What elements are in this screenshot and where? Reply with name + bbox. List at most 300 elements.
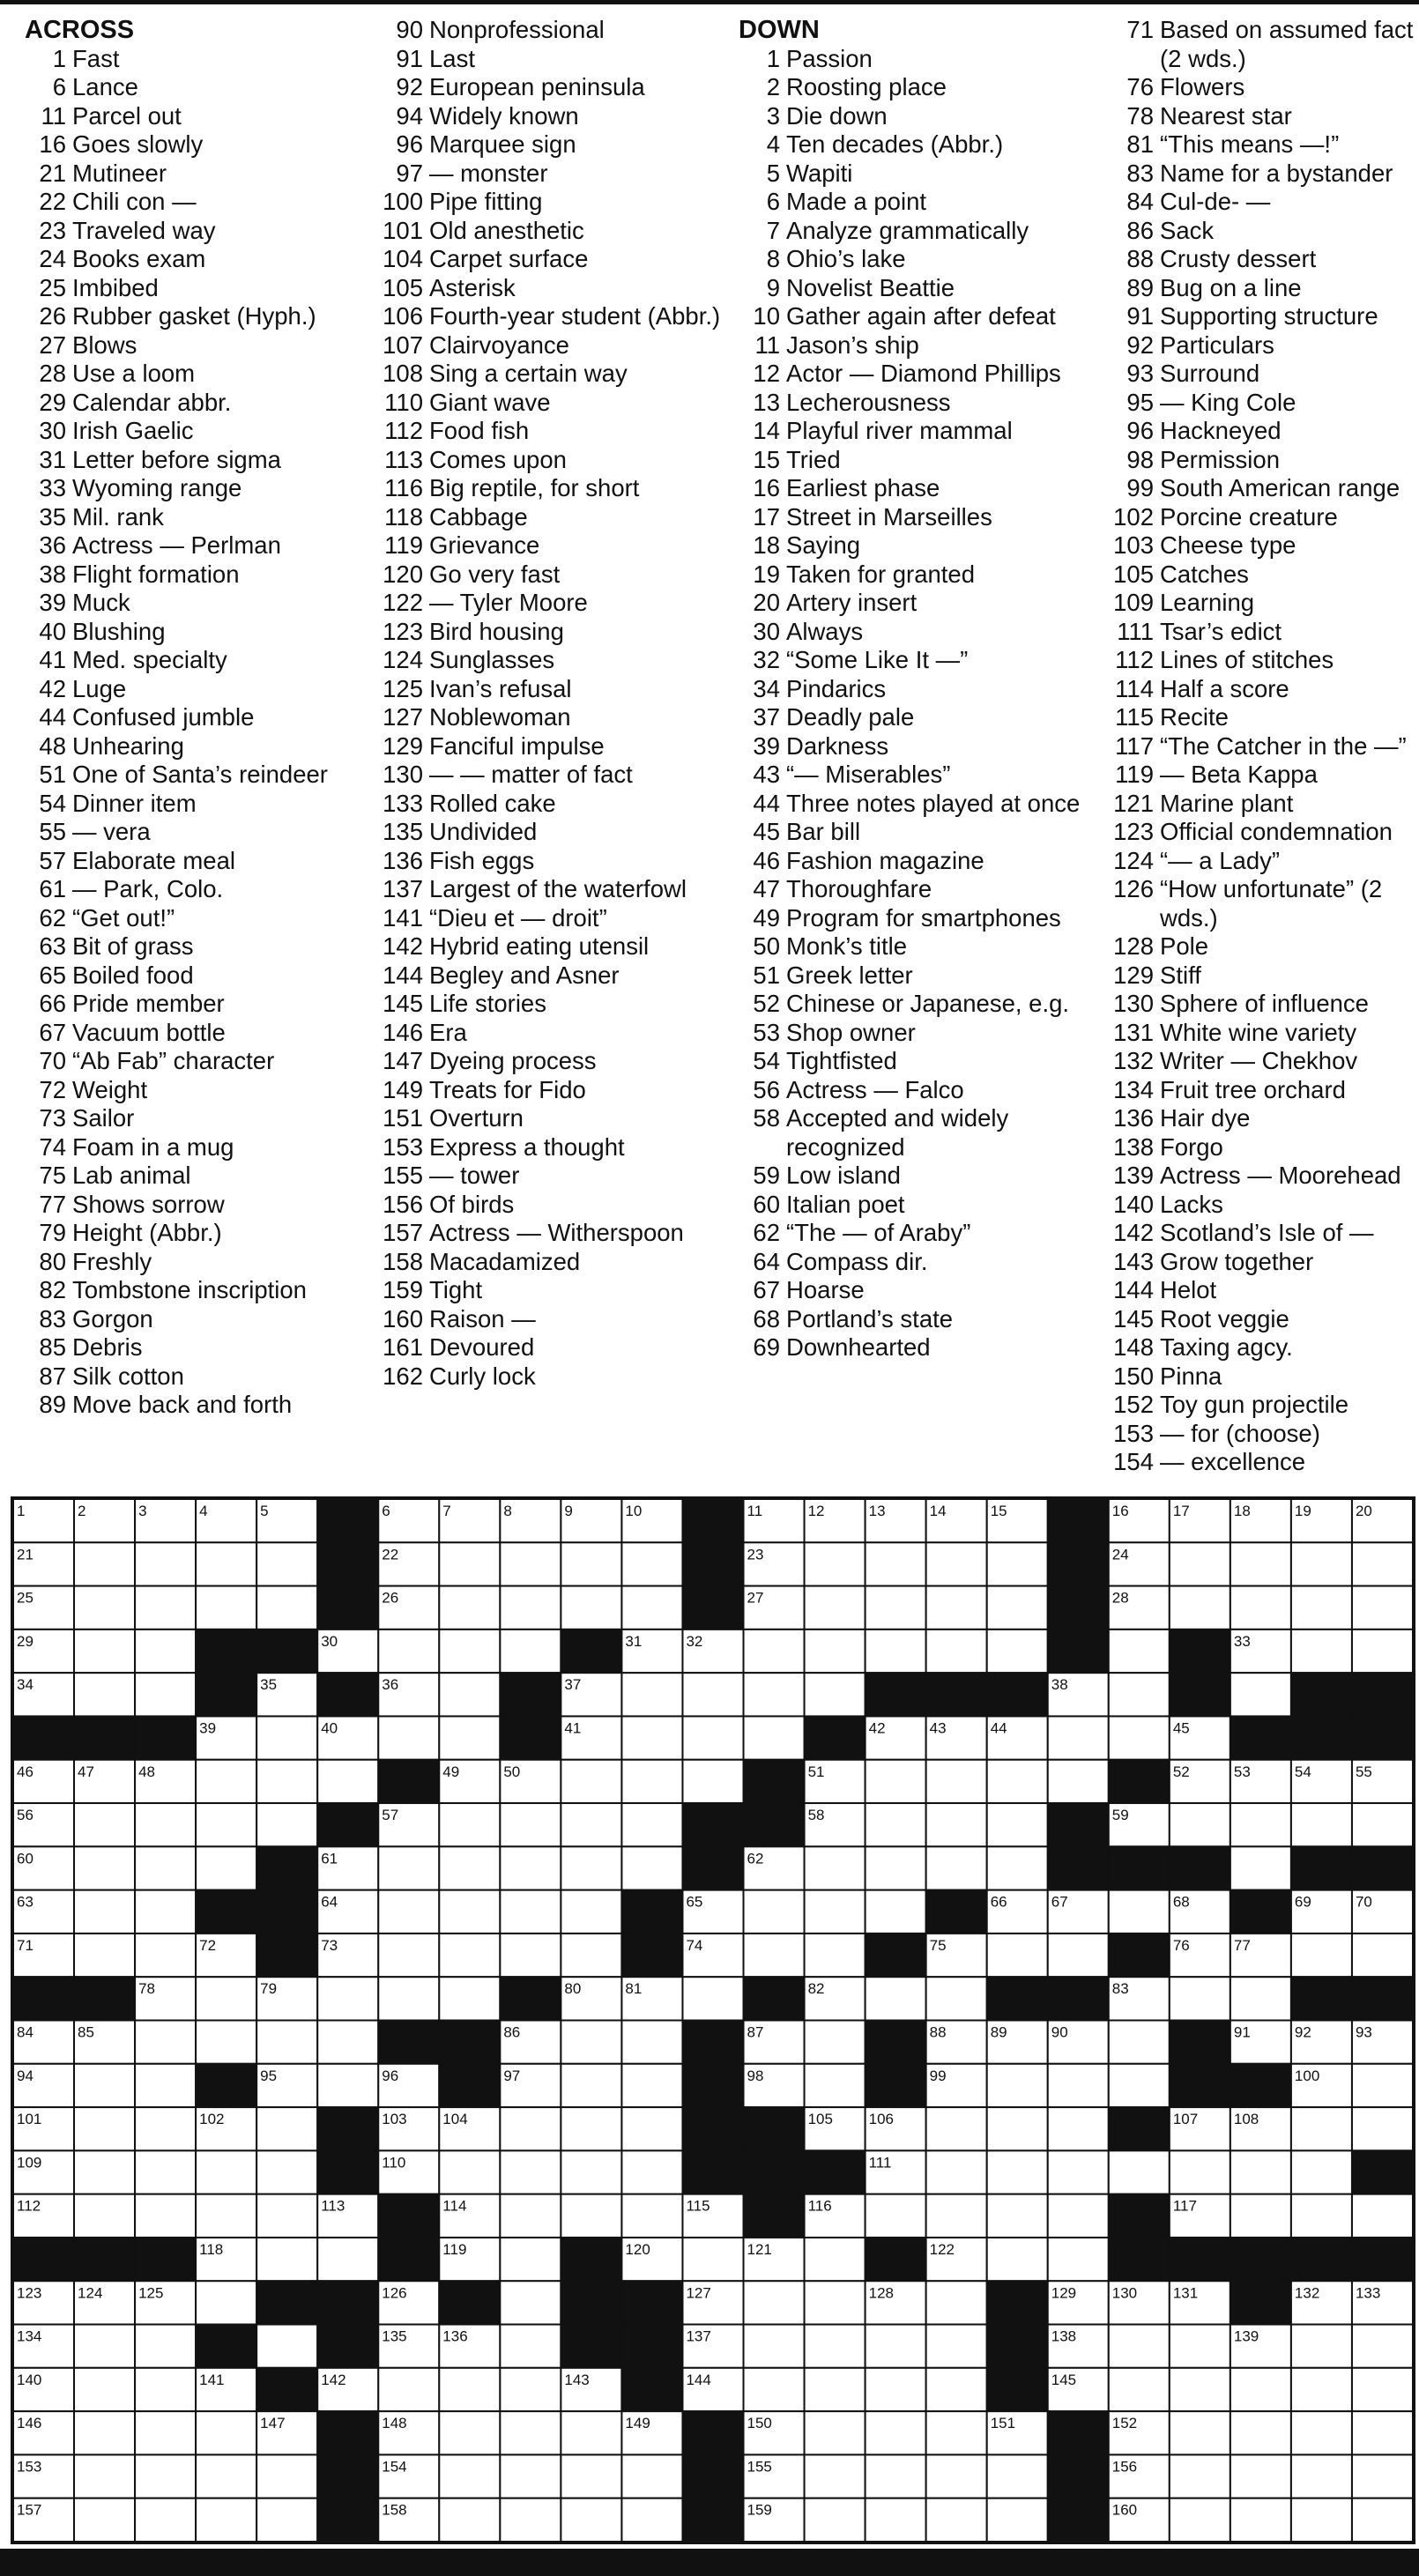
grid-cell[interactable]	[987, 2194, 1048, 2238]
grid-cell[interactable]	[987, 2107, 1048, 2150]
grid-cell[interactable]	[378, 1716, 439, 1759]
grid-cell[interactable]	[987, 2238, 1048, 2281]
grid-cell[interactable]	[561, 1586, 621, 1629]
grid-cell[interactable]	[500, 1542, 561, 1585]
grid-cell[interactable]	[866, 1846, 926, 1889]
grid-cell[interactable]	[987, 1934, 1048, 1977]
grid-cell[interactable]	[74, 2454, 135, 2498]
grid-cell[interactable]	[1352, 2194, 1413, 2238]
grid-cell[interactable]	[500, 1890, 561, 1934]
grid-cell[interactable]	[744, 1629, 805, 1673]
grid-cell[interactable]	[926, 2454, 987, 2498]
grid-cell[interactable]	[866, 1586, 926, 1629]
black-square	[1109, 1934, 1170, 1977]
grid-cell[interactable]	[926, 1846, 987, 1889]
grid-cell[interactable]	[1352, 1934, 1413, 1977]
clue-text: Sing a certain way	[429, 360, 628, 387]
grid-cell[interactable]	[1170, 2411, 1230, 2454]
grid-cell[interactable]	[1109, 1673, 1170, 1716]
grid-cell[interactable]	[561, 1760, 621, 1803]
clue-item	[25, 932, 377, 961]
grid-cell[interactable]	[1109, 2064, 1170, 2107]
grid-cell[interactable]	[439, 1542, 500, 1585]
grid-cell[interactable]	[135, 1846, 196, 1889]
grid-cell[interactable]	[621, 1716, 682, 1759]
grid-cell[interactable]	[926, 2194, 987, 2238]
clue-text: Big reptile, for short	[429, 474, 640, 501]
grid-cell[interactable]	[1352, 1586, 1413, 1629]
grid-cell[interactable]	[439, 2150, 500, 2194]
grid-cell[interactable]	[1230, 2368, 1291, 2411]
grid-cell[interactable]	[744, 2368, 805, 2411]
grid-cell[interactable]	[926, 1760, 987, 1803]
grid-cell[interactable]	[561, 1846, 621, 1889]
grid-cell[interactable]	[561, 2150, 621, 2194]
grid-cell[interactable]	[561, 1803, 621, 1846]
grid-cell[interactable]	[682, 1673, 743, 1716]
cell-number: 126	[382, 2284, 407, 2302]
grid-cell[interactable]	[682, 1716, 743, 1759]
grid-cell[interactable]	[561, 2454, 621, 2498]
grid-cell[interactable]	[74, 2325, 135, 2368]
black-square	[1170, 2021, 1230, 2064]
clue-text: Era	[429, 1018, 467, 1046]
grid-cell[interactable]	[500, 1934, 561, 1977]
grid-cell[interactable]	[1109, 2325, 1170, 2368]
grid-cell[interactable]	[926, 2107, 987, 2150]
grid-cell[interactable]	[135, 1673, 196, 1716]
grid-cell[interactable]	[500, 1803, 561, 1846]
grid-cell[interactable]	[866, 2368, 926, 2411]
grid-cell[interactable]	[135, 1542, 196, 1585]
grid-cell[interactable]	[987, 1542, 1048, 1585]
grid-cell[interactable]	[378, 1629, 439, 1673]
grid-cell[interactable]	[135, 2368, 196, 2411]
grid-cell[interactable]	[256, 2107, 317, 2150]
grid-cell[interactable]	[926, 2368, 987, 2411]
grid-cell[interactable]	[135, 1934, 196, 1977]
grid-cell[interactable]	[378, 2368, 439, 2411]
grid-cell[interactable]	[196, 1586, 256, 1629]
grid-cell[interactable]	[317, 1977, 378, 2020]
grid-cell[interactable]	[196, 2021, 256, 2064]
grid-cell[interactable]	[987, 1629, 1048, 1673]
grid-cell[interactable]	[744, 2325, 805, 2368]
grid-cell[interactable]	[256, 2238, 317, 2281]
grid-cell[interactable]	[926, 1977, 987, 2020]
grid-cell[interactable]	[439, 2368, 500, 2411]
grid-cell[interactable]	[866, 2411, 926, 2454]
grid-cell[interactable]	[439, 1673, 500, 1716]
grid-cell[interactable]	[682, 1977, 743, 2020]
grid-cell[interactable]	[1170, 1542, 1230, 1585]
clue-text: Hackneyed	[1160, 417, 1282, 444]
grid-cell[interactable]	[135, 2064, 196, 2107]
grid-cell[interactable]	[805, 2021, 866, 2064]
grid-cell[interactable]	[196, 2281, 256, 2324]
cell-number: 157	[17, 2501, 42, 2519]
grid-cell[interactable]	[621, 1542, 682, 1585]
grid-cell[interactable]	[1291, 1629, 1352, 1673]
grid-cell[interactable]	[987, 1846, 1048, 1889]
grid-cell[interactable]	[196, 1977, 256, 2020]
grid-cell[interactable]	[1170, 1977, 1230, 2020]
grid-cell[interactable]	[621, 2107, 682, 2150]
grid-cell[interactable]	[866, 1629, 926, 1673]
grid-cell[interactable]	[196, 2411, 256, 2454]
grid-cell[interactable]	[1109, 2021, 1170, 2064]
grid-cell[interactable]	[500, 2368, 561, 2411]
grid-cell[interactable]	[987, 2150, 1048, 2194]
grid-cell[interactable]	[744, 1934, 805, 1977]
grid-cell[interactable]	[866, 1542, 926, 1585]
cell-number: 51	[807, 1763, 825, 1780]
grid-cell[interactable]	[74, 1629, 135, 1673]
clue-text: Flight formation	[72, 560, 240, 588]
grid-cell[interactable]	[1170, 2454, 1230, 2498]
grid-cell[interactable]	[1230, 1586, 1291, 1629]
grid-cell[interactable]	[987, 1803, 1048, 1846]
grid-cell[interactable]	[1230, 2498, 1291, 2542]
grid-cell[interactable]	[1230, 1977, 1291, 2020]
clue-text: Fashion magazine	[786, 846, 984, 874]
grid-cell[interactable]	[805, 1673, 866, 1716]
grid-cell[interactable]	[987, 1760, 1048, 1803]
grid-cell[interactable]	[561, 2498, 621, 2542]
grid-cell[interactable]	[621, 2498, 682, 2542]
grid-cell[interactable]	[439, 1586, 500, 1629]
grid-cell[interactable]	[74, 1673, 135, 1716]
grid-cell[interactable]	[500, 1629, 561, 1673]
grid-cell[interactable]	[1352, 2454, 1413, 2498]
grid-cell[interactable]	[196, 2498, 256, 2542]
grid-cell[interactable]	[926, 1803, 987, 1846]
grid-cell[interactable]	[256, 1716, 317, 1759]
grid-cell[interactable]	[439, 2498, 500, 2542]
grid-cell[interactable]	[926, 2150, 987, 2194]
grid-cell[interactable]	[682, 1760, 743, 1803]
grid-cell[interactable]	[317, 2238, 378, 2281]
grid-cell[interactable]	[1048, 1760, 1109, 1803]
grid-cell[interactable]	[987, 1586, 1048, 1629]
grid-cell[interactable]	[378, 1846, 439, 1889]
grid-cell[interactable]	[866, 2325, 926, 2368]
grid-cell[interactable]	[196, 1760, 256, 1803]
cell-number: 122	[929, 2240, 955, 2258]
grid-cell[interactable]	[805, 2064, 866, 2107]
grid-cell[interactable]	[500, 2150, 561, 2194]
grid-cell[interactable]	[439, 1934, 500, 1977]
grid-cell[interactable]	[1170, 2368, 1230, 2411]
grid-cell[interactable]	[805, 2238, 866, 2281]
grid-cell[interactable]	[621, 1673, 682, 1716]
cell-number: 134	[17, 2327, 42, 2345]
grid-cell[interactable]	[500, 2498, 561, 2542]
cell-number: 81	[625, 1980, 643, 1998]
grid-cell[interactable]	[439, 1629, 500, 1673]
grid-cell[interactable]	[1230, 1542, 1291, 1585]
grid-cell[interactable]	[74, 2498, 135, 2542]
grid-cell[interactable]	[1048, 2107, 1109, 2150]
grid-cell[interactable]	[500, 1586, 561, 1629]
black-square	[13, 2238, 74, 2281]
grid-cell[interactable]	[1230, 1846, 1291, 1889]
grid-cell[interactable]	[439, 2454, 500, 2498]
grid-cell[interactable]	[1109, 2150, 1170, 2194]
grid-cell[interactable]	[135, 1629, 196, 1673]
grid-cell[interactable]	[805, 2498, 866, 2542]
grid-cell[interactable]	[561, 1542, 621, 1585]
grid-cell[interactable]	[378, 1890, 439, 1934]
grid-cell[interactable]	[1048, 2238, 1109, 2281]
grid-cell[interactable]	[926, 2325, 987, 2368]
clue-number: 7	[766, 216, 780, 244]
grid-cell[interactable]	[196, 1846, 256, 1889]
grid-cell[interactable]	[926, 2281, 987, 2324]
grid-cell[interactable]	[1352, 2064, 1413, 2107]
grid-cell[interactable]	[987, 2064, 1048, 2107]
grid-cell[interactable]	[926, 1542, 987, 1585]
grid-cell[interactable]	[1291, 2194, 1352, 2238]
grid-cell[interactable]	[744, 1890, 805, 1934]
grid-cell[interactable]	[1291, 2498, 1352, 2542]
grid-cell[interactable]	[1230, 2411, 1291, 2454]
grid-cell[interactable]	[1230, 1673, 1291, 1716]
grid-cell[interactable]	[1352, 2498, 1413, 2542]
cell-number: 36	[382, 1676, 399, 1694]
grid-cell[interactable]	[805, 1586, 866, 1629]
grid-cell[interactable]	[1230, 2150, 1291, 2194]
grid-cell[interactable]	[74, 2064, 135, 2107]
grid-cell[interactable]	[1352, 2411, 1413, 2454]
grid-cell[interactable]	[1291, 1803, 1352, 1846]
grid-cell[interactable]	[926, 1586, 987, 1629]
grid-cell[interactable]	[500, 2454, 561, 2498]
grid-cell[interactable]	[866, 1803, 926, 1846]
grid-cell[interactable]	[1230, 2194, 1291, 2238]
clue-item	[1112, 503, 1416, 532]
grid-cell[interactable]	[439, 1977, 500, 2020]
grid-cell[interactable]	[135, 2150, 196, 2194]
grid-cell[interactable]	[196, 1803, 256, 1846]
grid-cell[interactable]	[256, 2454, 317, 2498]
grid-cell[interactable]	[135, 1890, 196, 1934]
grid-cell[interactable]	[196, 2194, 256, 2238]
grid-cell[interactable]	[135, 2107, 196, 2150]
grid-cell[interactable]	[1291, 1542, 1352, 1585]
grid-cell[interactable]	[926, 1629, 987, 1673]
grid-cell[interactable]	[1291, 2368, 1352, 2411]
clue-number: 51	[753, 961, 780, 989]
grid-cell[interactable]	[805, 2368, 866, 2411]
grid-cell[interactable]	[500, 2194, 561, 2238]
grid-cell[interactable]	[744, 1716, 805, 1759]
grid-cell[interactable]	[256, 2021, 317, 2064]
grid-cell[interactable]	[74, 1890, 135, 1934]
grid-cell[interactable]	[74, 2107, 135, 2150]
grid-cell[interactable]	[256, 1760, 317, 1803]
grid-cell[interactable]	[621, 2194, 682, 2238]
grid-cell[interactable]	[682, 2238, 743, 2281]
grid-cell[interactable]	[1230, 2454, 1291, 2498]
grid-cell[interactable]	[987, 2454, 1048, 2498]
grid-cell[interactable]	[1291, 2454, 1352, 2498]
grid-cell[interactable]	[439, 2411, 500, 2454]
grid-cell[interactable]	[317, 1760, 378, 1803]
grid-cell[interactable]	[135, 2194, 196, 2238]
grid-cell[interactable]	[196, 1542, 256, 1585]
grid-cell[interactable]	[1048, 2194, 1109, 2238]
grid-cell[interactable]	[135, 1586, 196, 1629]
black-square	[682, 2107, 743, 2150]
cell-number: 2	[78, 1503, 86, 1519]
grid-cell[interactable]	[1291, 1586, 1352, 1629]
cell-number: 90	[1051, 2023, 1068, 2041]
grid-cell[interactable]	[561, 2064, 621, 2107]
grid-cell[interactable]	[196, 2150, 256, 2194]
grid-cell[interactable]	[744, 1673, 805, 1716]
grid-cell[interactable]	[1048, 2064, 1109, 2107]
grid-cell[interactable]	[621, 2150, 682, 2194]
grid-cell[interactable]	[256, 1542, 317, 1585]
grid-cell[interactable]	[1291, 1934, 1352, 1977]
grid-cell[interactable]	[500, 2238, 561, 2281]
grid-cell[interactable]	[561, 2021, 621, 2064]
grid-cell[interactable]	[135, 2498, 196, 2542]
grid-cell[interactable]	[805, 2454, 866, 2498]
grid-cell[interactable]	[621, 1586, 682, 1629]
grid-cell[interactable]	[439, 1716, 500, 1759]
grid-cell[interactable]	[561, 1890, 621, 1934]
grid-cell[interactable]	[74, 2150, 135, 2194]
grid-cell[interactable]	[561, 2194, 621, 2238]
grid-cell[interactable]	[256, 2194, 317, 2238]
grid-cell[interactable]	[439, 1803, 500, 1846]
grid-cell[interactable]	[439, 1890, 500, 1934]
grid-cell[interactable]	[805, 2411, 866, 2454]
grid-cell[interactable]	[805, 2281, 866, 2324]
grid-cell[interactable]	[317, 2064, 378, 2107]
grid-cell[interactable]	[1291, 2107, 1352, 2150]
grid-cell[interactable]	[926, 2411, 987, 2454]
grid-cell[interactable]	[1352, 2368, 1413, 2411]
grid-cell[interactable]	[805, 2325, 866, 2368]
black-square	[378, 2194, 439, 2238]
grid-cell[interactable]	[500, 2281, 561, 2324]
grid-cell[interactable]	[74, 1542, 135, 1585]
grid-cell[interactable]	[1291, 2411, 1352, 2454]
grid-cell[interactable]	[74, 1586, 135, 1629]
grid-cell[interactable]	[500, 2107, 561, 2150]
grid-cell[interactable]	[1048, 2150, 1109, 2194]
grid-cell[interactable]	[621, 2064, 682, 2107]
grid-cell[interactable]	[74, 2194, 135, 2238]
clue-number: 54	[39, 789, 66, 817]
grid-cell[interactable]	[256, 2150, 317, 2194]
grid-cell[interactable]	[805, 1846, 866, 1889]
grid-cell[interactable]	[1352, 1803, 1413, 1846]
grid-cell[interactable]	[561, 2411, 621, 2454]
grid-cell[interactable]	[1170, 1803, 1230, 1846]
grid-cell[interactable]	[1109, 1629, 1170, 1673]
grid-cell[interactable]	[378, 1977, 439, 2020]
grid-cell[interactable]	[866, 2194, 926, 2238]
grid-cell[interactable]	[1170, 1586, 1230, 1629]
grid-cell[interactable]	[1048, 1934, 1109, 1977]
grid-cell[interactable]	[135, 2454, 196, 2498]
grid-cell[interactable]	[621, 1803, 682, 1846]
grid-cell[interactable]	[196, 2454, 256, 2498]
grid-cell[interactable]	[135, 2021, 196, 2064]
grid-cell[interactable]	[500, 1846, 561, 1889]
grid-cell[interactable]	[256, 2498, 317, 2542]
grid-cell[interactable]	[1352, 1542, 1413, 1585]
grid-cell[interactable]	[805, 1934, 866, 1977]
grid-cell[interactable]	[1170, 2498, 1230, 2542]
grid-cell[interactable]	[805, 1629, 866, 1673]
grid-cell[interactable]	[1109, 1890, 1170, 1934]
clue-number: 93	[1126, 360, 1154, 387]
grid-cell[interactable]	[621, 2454, 682, 2498]
grid-cell[interactable]	[1352, 2107, 1413, 2150]
grid-cell[interactable]	[561, 2107, 621, 2150]
grid-cell[interactable]	[866, 1890, 926, 1934]
grid-cell[interactable]	[1170, 2325, 1230, 2368]
grid-cell[interactable]	[1230, 1803, 1291, 1846]
grid-cell[interactable]	[621, 1760, 682, 1803]
grid-cell[interactable]	[74, 1803, 135, 1846]
grid-cell[interactable]	[866, 1760, 926, 1803]
grid-cell[interactable]	[561, 1934, 621, 1977]
grid-cell[interactable]	[1291, 2150, 1352, 2194]
grid-cell[interactable]	[256, 2325, 317, 2368]
grid-cell[interactable]	[1109, 1716, 1170, 1759]
grid-cell[interactable]	[74, 1846, 135, 1889]
grid-cell[interactable]	[621, 2021, 682, 2064]
grid-cell[interactable]	[135, 1803, 196, 1846]
grid-cell[interactable]	[256, 1803, 317, 1846]
grid-cell[interactable]	[805, 1542, 866, 1585]
grid-cell[interactable]	[1048, 1716, 1109, 1759]
grid-cell[interactable]	[744, 2281, 805, 2324]
grid-cell[interactable]	[74, 2368, 135, 2411]
grid-cell[interactable]	[926, 2498, 987, 2542]
grid-cell[interactable]	[866, 2454, 926, 2498]
grid-cell[interactable]	[1109, 2368, 1170, 2411]
clue-number: 134	[1113, 1075, 1154, 1103]
grid-cell[interactable]	[74, 1934, 135, 1977]
grid-cell[interactable]	[500, 2325, 561, 2368]
grid-cell[interactable]	[135, 2325, 196, 2368]
grid-cell[interactable]	[1352, 1629, 1413, 1673]
grid-cell[interactable]	[805, 1890, 866, 1934]
grid-cell[interactable]	[621, 1846, 682, 1889]
grid-cell[interactable]	[866, 1977, 926, 2020]
grid-cell[interactable]	[866, 2498, 926, 2542]
grid-cell[interactable]	[135, 2411, 196, 2454]
grid-cell[interactable]	[439, 1846, 500, 1889]
grid-cell[interactable]	[378, 1934, 439, 1977]
grid-cell[interactable]	[1291, 2325, 1352, 2368]
grid-cell[interactable]	[1352, 2325, 1413, 2368]
grid-cell[interactable]	[74, 2411, 135, 2454]
grid-cell[interactable]	[256, 1586, 317, 1629]
grid-cell[interactable]	[1170, 2150, 1230, 2194]
grid-cell[interactable]	[317, 2021, 378, 2064]
clue-text: Shows sorrow	[72, 1190, 225, 1218]
grid-cell[interactable]	[500, 2411, 561, 2454]
grid-cell[interactable]	[987, 2498, 1048, 2542]
